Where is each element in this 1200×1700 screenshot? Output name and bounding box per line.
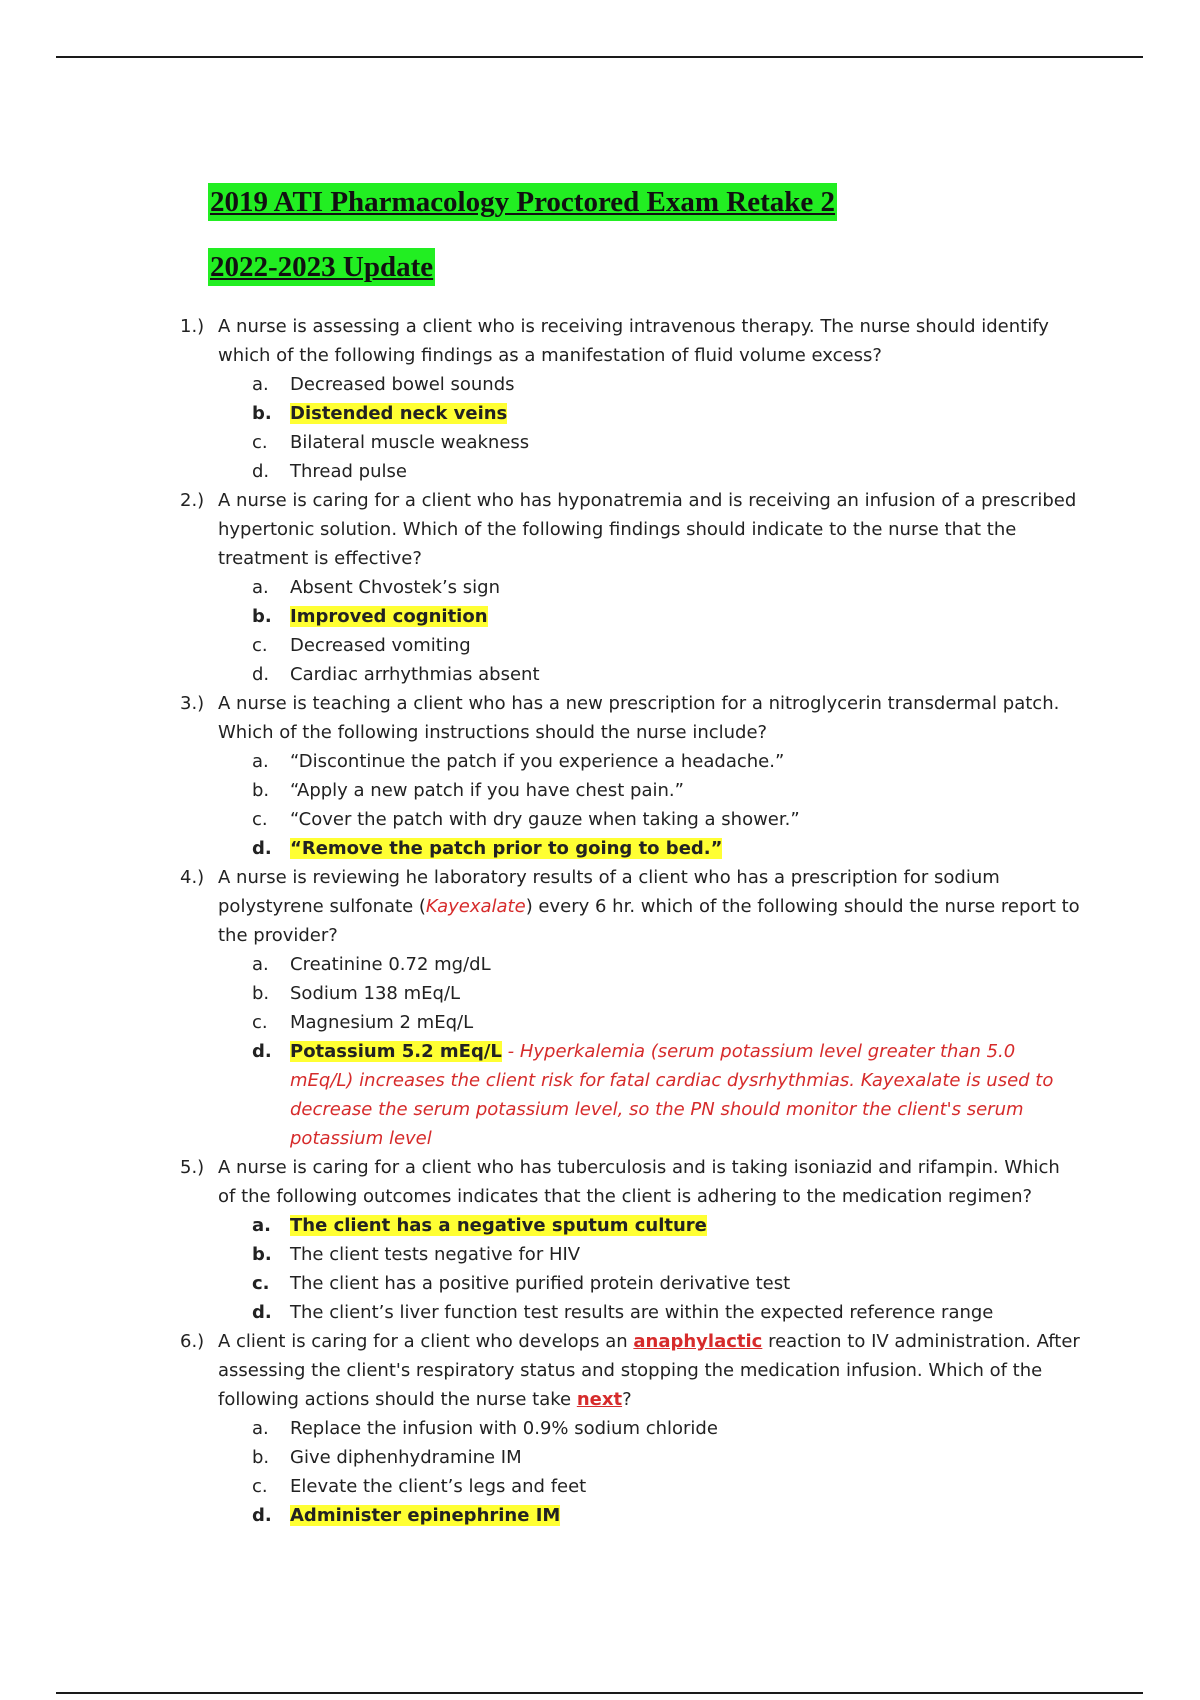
document-subtitle: 2022-2023 Update bbox=[208, 248, 435, 286]
option-a: a. “Discontinue the patch if you experience a headache.” bbox=[252, 751, 785, 772]
option-list bbox=[218, 747, 1080, 863]
question-number: 3.) bbox=[180, 693, 205, 714]
rationale-note: Hyperkalemia (serum potassium level greater than 5.0 mEq/L) increases the client risk for fatal cardiac dysrhythmias. Kayexalate is used to decrease the serum potassium level, so the PN should monitor the client's serum potassium level bbox=[290, 1041, 1054, 1149]
question-text: A nurse is caring for a client who has hyponatremia and is receiving an infusion of a prescribed hypertonic solution. Which of the following findings should indicate to the nurse that the treatment is effective? bbox=[218, 490, 1077, 569]
option-c: c. “Cover the patch with dry gauze when taking a shower.” bbox=[252, 809, 800, 830]
question-text: A nurse is assessing a client who is receiving intravenous therapy. The nurse should identify which of the following findings as a manifestation of fluid volume excess? bbox=[218, 316, 1049, 366]
question-text: A nurse is caring for a client who has tuberculosis and is taking isoniazid and rifampin. Which of the following outcomes indicates that the client is adhering to the medication regimen? bbox=[218, 1157, 1060, 1207]
question-4 bbox=[180, 863, 1080, 1153]
question-text: A nurse is reviewing he laboratory results of a client who has a prescription for sodium polystyrene sulfonate (Kayexalate) every 6 hr. which of the following should the nurse report to the provider? bbox=[218, 867, 1080, 946]
question-number: 5.) bbox=[180, 1157, 205, 1178]
option-d-correct: d. Potassium 5.2 mEq/L - Hyperkalemia (serum potassium level greater than 5.0 mEq/L) increases the client risk for fatal cardiac dysrhythmias. Kayexalate is used to decrease the serum potassium level, so the PN should monitor the client's serum potassium level bbox=[252, 1041, 1054, 1149]
option-d-correct: d. “Remove the patch prior to going to bed.” bbox=[252, 838, 723, 859]
keyword-anaphylactic: anaphylactic bbox=[633, 1331, 763, 1352]
option-list bbox=[218, 1414, 1080, 1530]
option-list bbox=[218, 1211, 1080, 1327]
question-number: 6.) bbox=[180, 1331, 205, 1352]
option-a: a. Replace the infusion with 0.9% sodium chloride bbox=[252, 1418, 718, 1439]
option-a: a. Decreased bowel sounds bbox=[252, 374, 515, 395]
option-a-correct: a. The client has a negative sputum culture bbox=[252, 1215, 707, 1236]
question-3 bbox=[180, 689, 1080, 863]
question-1 bbox=[180, 312, 1080, 486]
top-rule bbox=[56, 56, 1143, 58]
option-c: c. Magnesium 2 mEq/L bbox=[252, 1012, 474, 1033]
option-a: a. Creatinine 0.72 mg/dL bbox=[252, 954, 491, 975]
option-b: b. Sodium 138 mEq/L bbox=[252, 983, 461, 1004]
option-c: c. Elevate the client’s legs and feet bbox=[252, 1476, 587, 1497]
option-d: d. Cardiac arrhythmias absent bbox=[252, 664, 540, 685]
question-number: 4.) bbox=[180, 867, 205, 888]
option-a: a. Absent Chvostek’s sign bbox=[252, 577, 500, 598]
question-5 bbox=[180, 1153, 1080, 1327]
document-title: 2019 ATI Pharmacology Proctored Exam Retake 2 bbox=[208, 183, 837, 221]
question-2 bbox=[180, 486, 1080, 689]
question-text: A client is caring for a client who develops an anaphylactic reaction to IV administration. After assessing the client's respiratory status and stopping the medication infusion. Which of the following actions should the nurse take next? bbox=[218, 1331, 1080, 1410]
option-d-correct: d. Administer epinephrine IM bbox=[252, 1505, 561, 1526]
option-list bbox=[218, 950, 1080, 1153]
question-text: A nurse is teaching a client who has a new prescription for a nitroglycerin transdermal patch. Which of the following instructions should the nurse include? bbox=[218, 693, 1060, 743]
question-number: 2.) bbox=[180, 490, 205, 511]
question-6 bbox=[180, 1327, 1080, 1530]
option-d: d. The client’s liver function test results are within the expected reference range bbox=[252, 1302, 994, 1323]
option-c: c. The client has a positive purified protein derivative test bbox=[252, 1273, 791, 1294]
option-list bbox=[218, 573, 1080, 689]
question-number: 1.) bbox=[180, 316, 205, 337]
option-c: c. Bilateral muscle weakness bbox=[252, 432, 530, 453]
question-list bbox=[180, 312, 1080, 1530]
option-b: b. The client tests negative for HIV bbox=[252, 1244, 581, 1265]
option-d: d. Thread pulse bbox=[252, 461, 407, 482]
keyword-next: next bbox=[576, 1389, 623, 1410]
option-c: c. Decreased vomiting bbox=[252, 635, 471, 656]
option-b: b. Give diphenhydramine IM bbox=[252, 1447, 522, 1468]
drug-name: Kayexalate bbox=[425, 896, 526, 917]
option-b-correct: b. Improved cognition bbox=[252, 606, 488, 627]
option-list bbox=[218, 370, 1080, 486]
option-b-correct: b. Distended neck veins bbox=[252, 403, 508, 424]
option-b: b. “Apply a new patch if you have chest pain.” bbox=[252, 780, 684, 801]
bottom-rule bbox=[56, 1692, 1143, 1694]
